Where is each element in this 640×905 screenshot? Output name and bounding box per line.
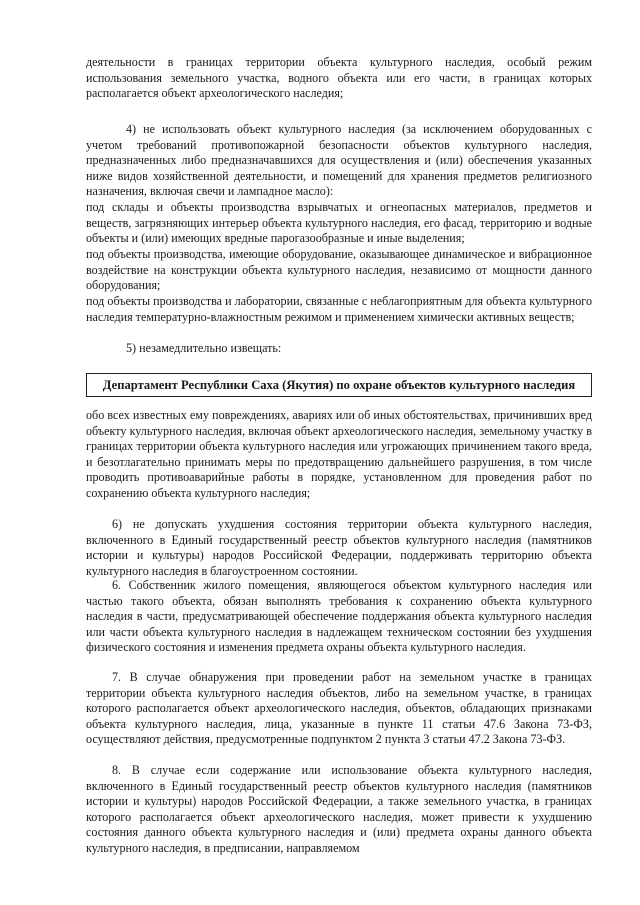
paragraph-laboratories: под объекты производства и лаборатории, связанные с неблагоприятным для объекта культурного наследия температурно-влажностным режимом и применением химически активных веществ; bbox=[86, 294, 592, 324]
paragraph-production-equipment: под объекты производства, имеющие оборудование, оказывающее динамическое и вибрационное воздействие на конструкции объекта культурного наследия, независимо от мощности данного оборудования; bbox=[86, 247, 592, 293]
paragraph-item-4: 4) не использовать объект культурного наследия (за исключением оборудованных с учетом требований противопожарной безопасности объектов культурного наследия, предназначенных либо предназначавшихся для осуществления и (или) обеспечения указанных ниже видов хозяйственной деятельности, и помещений для хранения предметов религиозного назначения, включая свечи и лампадное масло): bbox=[86, 122, 592, 199]
paragraph-clause-7-discovery: 7. В случае обнаружения при проведении работ на земельном участке в границах территории объекта культурного наследия объектов, либо на земельном участке, в границах которого располагается объект археологического наследия, объектов, обладающих признаками объекта культурного наследия, лица, указанные в пункте 11 статьи 47.6 Закона 73-ФЗ, осуществляют действия, предусмотренные подпунктом 2 пункта 3 статьи 47.2 Закона 73-ФЗ. bbox=[86, 670, 592, 747]
paragraph-warehouses: под склады и объекты производства взрывчатых и огнеопасных материалов, предметов и веществ, загрязняющих интерьер объекта культурного наследия, его фасад, территорию и водные объекты и (или) имеющих вредные парогазообразные и иные выделения; bbox=[86, 200, 592, 246]
paragraph-item-6-territory: 6) не допускать ухудшения состояния территории объекта культурного наследия, включенного в Единый государственный реестр объектов культурного наследия (памятников истории и культуры) народов Российской Федерации, поддерживать территорию объекта культурного наследия в благоустроенном состоянии. bbox=[86, 517, 592, 578]
paragraph-clause-8-usage: 8. В случае если содержание или использование объекта культурного наследия, включенного в Единый государственный реестр объектов культурного наследия (памятников истории и культуры) народов Российской Федерации, а также земельного участка, в границах которого располагается объект археологического наследия, может привести к ухудшению состояния данного объекта культурного наследия и (или) предмета охраны данного объекта культурного наследия, в предписании, направляемом bbox=[86, 763, 592, 855]
paragraph-archaeological-regime: деятельности в границах территории объекта культурного наследия, особый режим использования земельного участка, водного объекта или его части, в границах которых располагается объект археологического наследия; bbox=[86, 55, 592, 101]
department-name-box: Департамент Республики Саха (Якутия) по охране объектов культурного наследия bbox=[86, 373, 592, 397]
paragraph-item-5: 5) незамедлительно извещать: bbox=[126, 341, 282, 355]
paragraph-clause-6-owner: 6. Собственник жилого помещения, являющегося объектом культурного наследия или частью такого объекта, обязан выполнять требования к сохранению объекта культурного наследия в части, предусматривающей обеспечение поддержания объекта культурного наследия или части объекта культурного наследия в надлежащем техническом состоянии без ухудшения физического состояния и изменения предмета охраны объекта культурного наследия. bbox=[86, 578, 592, 655]
paragraph-damage-notification: обо всех известных ему повреждениях, авариях или об иных обстоятельствах, причинивших вред объекту культурного наследия, включая объект археологического наследия, земельному участку в границах территории объекта культурного наследия или угрожающих причинением такого вреда, и безотлагательно принимать меры по предотвращению дальнейшего разрушения, в том числе проводить противоаварийные работы в порядке, установленном для проведения работ по сохранению объекта культурного наследия; bbox=[86, 408, 592, 500]
